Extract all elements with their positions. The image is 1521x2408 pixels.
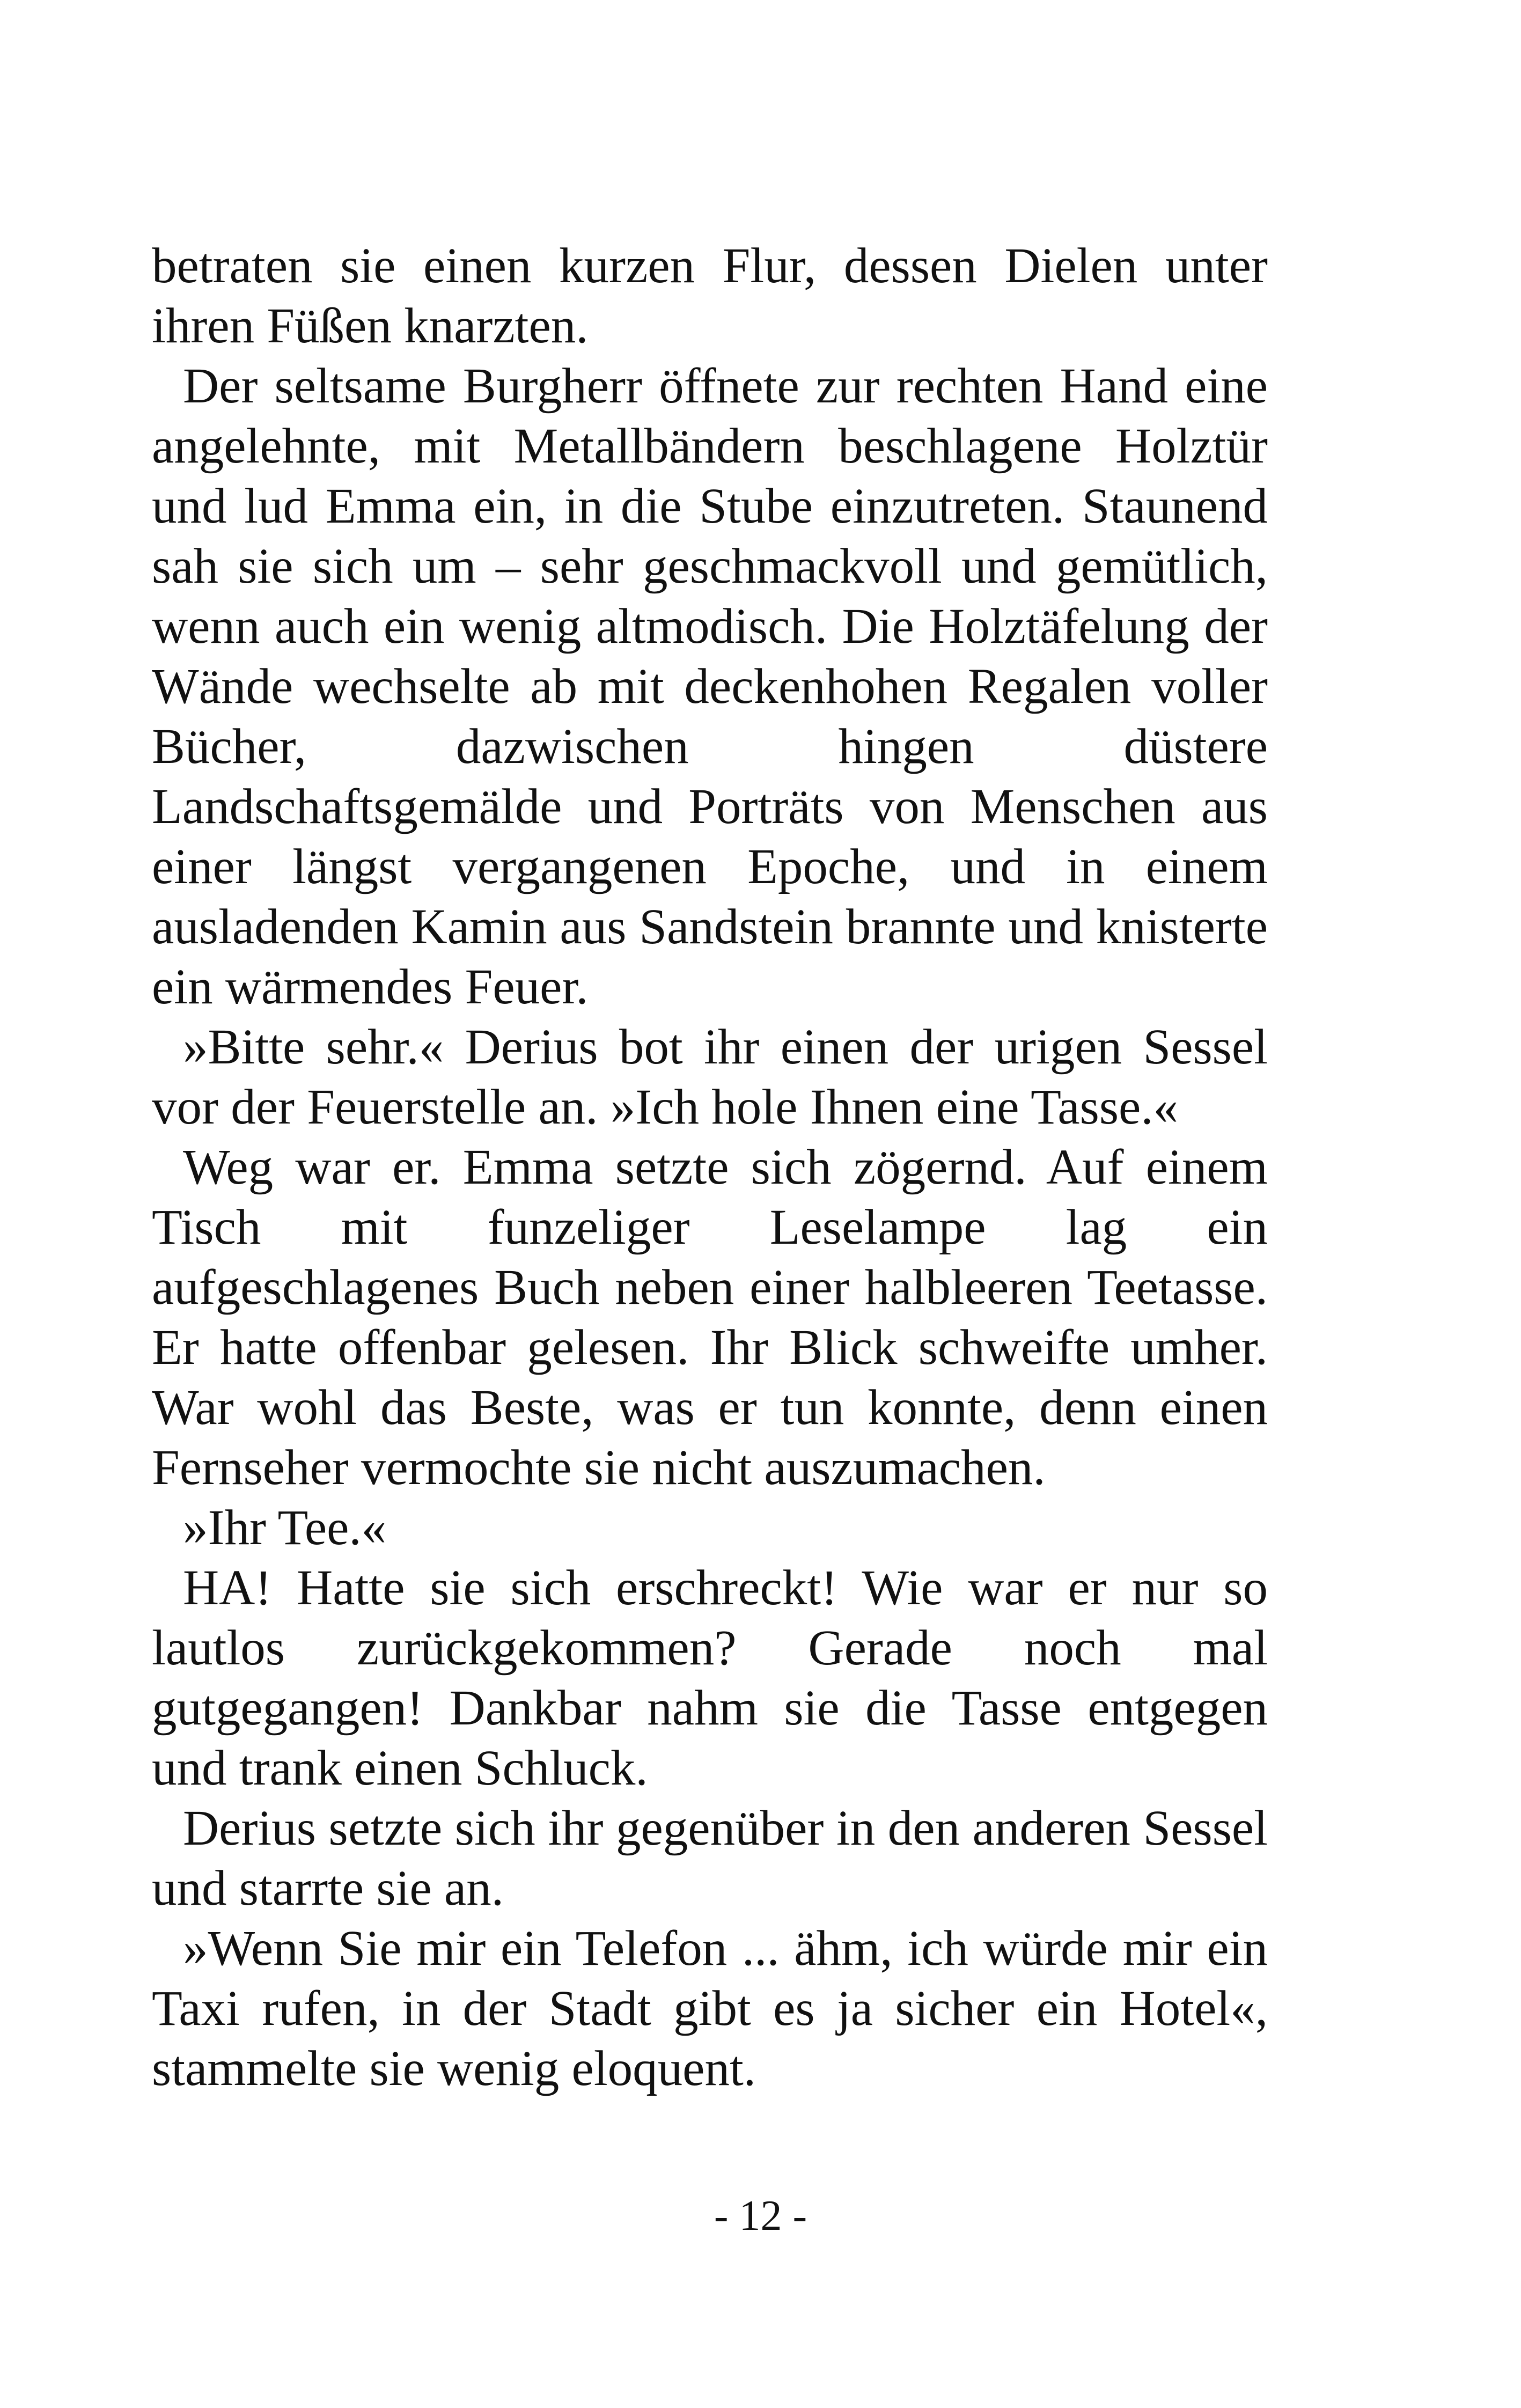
paragraph-1: betraten sie einen kurzen Flur, dessen Dielen unter ihren Füßen knarzten. [152,238,1268,354]
paragraph-8: »Wenn Sie mir ein Telefon ... ähm, ich würde mir ein Taxi rufen, in der Stadt gibt es ja sicher ein Hotel«, stammelte sie wenig eloquent. [152,1921,1268,2096]
paragraph-6: HA! Hatte sie sich erschreckt! Wie war er nur so lautlos zurückgekommen? Gerade noch mal gutgegangen! Dankbar nahm sie die Tasse entgegen und trank einen Schluck. [152,1560,1268,1796]
paragraph-5: »Ihr Tee.« [183,1500,387,1555]
paragraph-4: Weg war er. Emma setzte sich zögernd. Auf einem Tisch mit funzeliger Leselampe lag ein aufgeschlagenes Buch neben einer halbleeren Teetasse. Er hatte offenbar gelesen. Ihr Blick schweifte umher. War wohl das Beste, was er tun konnte, denn einen Fernseher vermochte sie nicht auszumachen. [152,1140,1268,1495]
paragraph-3: »Bitte sehr.« Derius bot ihr einen der urigen Sessel vor der Feuerstelle an. »Ich hole Ihnen eine Tasse.« [152,1019,1268,1135]
page-number: - 12 - [714,2192,807,2240]
page-body [152,236,1268,2099]
paragraph-2: Der seltsame Burgherr öffnete zur rechten Hand eine angelehnte, mit Metallbändern beschlagene Holztür und lud Emma ein, in die Stube einzutreten. Staunend sah sie sich um – sehr geschmackvoll und gemütlich, wenn auch ein wenig altmodisch. Die Holztäfelung der Wände wechselte ab mit deckenhohen Regalen voller Bücher, dazwischen hingen düstere Landschaftsgemälde und Porträts von Menschen aus einer längst vergangenen Epoche, und in einem ausladenden Kamin aus Sandstein brannte und knisterte ein wärmendes Feuer. [152,358,1268,1015]
paragraph-7: Derius setzte sich ihr gegenüber in den anderen Sessel und starrte sie an. [152,1801,1268,1916]
